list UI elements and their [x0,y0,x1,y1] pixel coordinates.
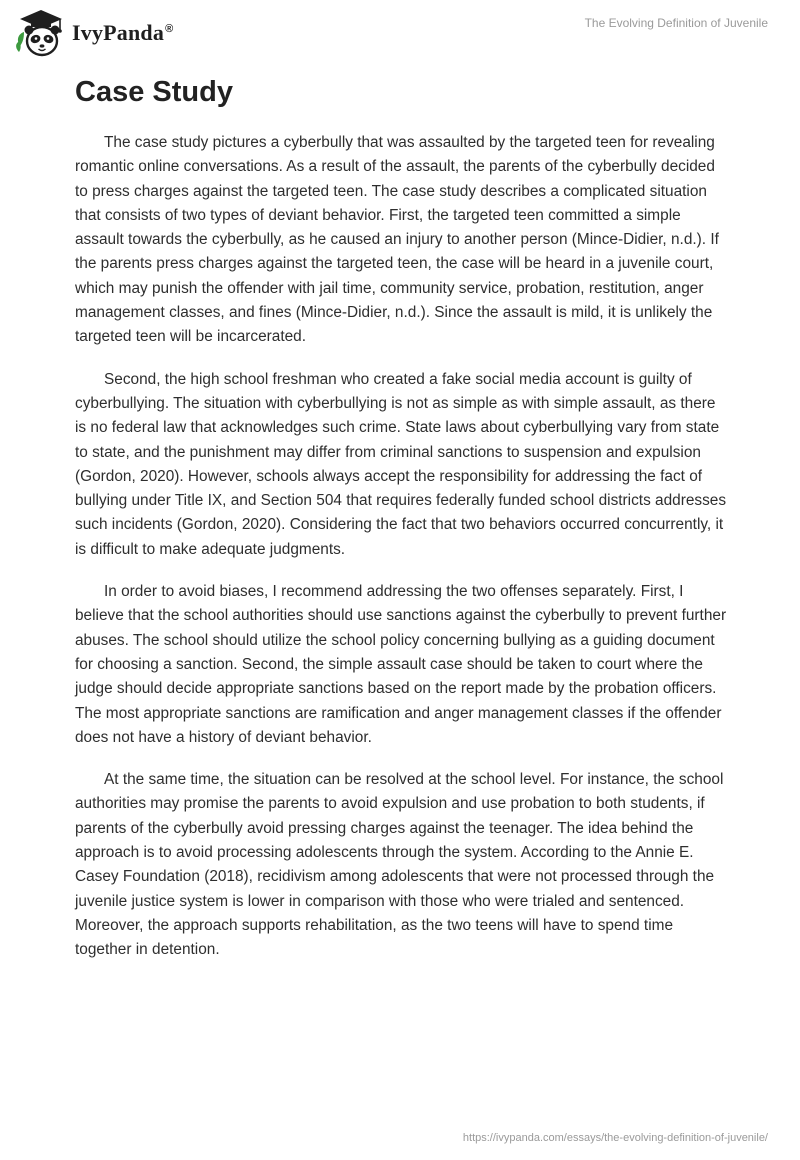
panda-logo-icon [14,8,68,58]
section-heading: Case Study [75,76,233,108]
brand-name: IvyPanda® [72,20,174,45]
footer-url[interactable]: https://ivypanda.com/essays/the-evolving-definition-of-juvenile/ [462,1132,768,1144]
document-body [75,70,727,981]
paragraph-4: At the same time, the situation can be resolved at the school level. For instance, the school authorities may promise the parents to avoid expulsion and use probation to both students, if parents of the cyberbully avoid pressing charges against the teenager. The idea behind the approach is to avoid processing adolescents through the system. According to the Annie E. Casey Foundation (2018), recidivism among adolescents that were not processed through the juvenile justice system is lower in comparison with those who were trialed and sentenced. Moreover, the approach supports rehabilitation, as the two teens will have to spend time together in detention. [75,771,724,959]
brand-logo[interactable] [14,8,173,58]
paragraph-1: The case study pictures a cyberbully that was assaulted by the targeted teen for revealing romantic online conversations. As a result of the assault, the parents of the cyberbully decided to press charges against the targeted teen. The case study describes a complicated situation that consists of two types of deviant behavior. First, the targeted teen committed a simple assault towards the cyberbully, as he caused an injury to another person (Mince-Didier, n.d.). If the parents press charges against the targeted teen, the case will be heard in a juvenile court, which may punish the offender with jail time, community service, probation, restitution, anger management classes, and fines (Mince-Didier, n.d.). Since the assault is mild, it is unlikely the targeted teen will be incarcerated. [75,134,719,346]
registered-mark: ® [165,22,174,35]
running-title: The Evolving Definition of Juvenile [584,16,768,30]
paragraph-2: Second, the high school freshman who created a fake social media account is guilty of cyberbullying. The situation with cyberbullying is not as simple as with simple assault, as there is no federal law that acknowledges such crime. State laws about cyberbullying vary from state to state, and the punishment may differ from criminal sanctions to suspension and expulsion (Gordon, 2020). However, schools always accept the responsibility for addressing the fact of bullying under Title IX, and Section 504 that requires federally funded school districts addresses such incidents (Gordon, 2020). Considering the fact that two behaviors occurred concurrently, it is difficult to make adequate judgments. [75,370,727,558]
page-header [0,0,800,70]
paragraph-3: In order to avoid biases, I recommend addressing the two offenses separately. First, I believe that the school authorities should use sanctions against the cyberbully to prevent further abuses. The school should utilize the school policy concerning bullying as a guiding document for choosing a sanction. Second, the simple assault case should be taken to court where the judge should decide appropriate sanctions based on the report made by the probation officers. The most appropriate sanctions are ramification and anger management classes if the offender does not have a history of deviant behavior. [75,583,727,746]
